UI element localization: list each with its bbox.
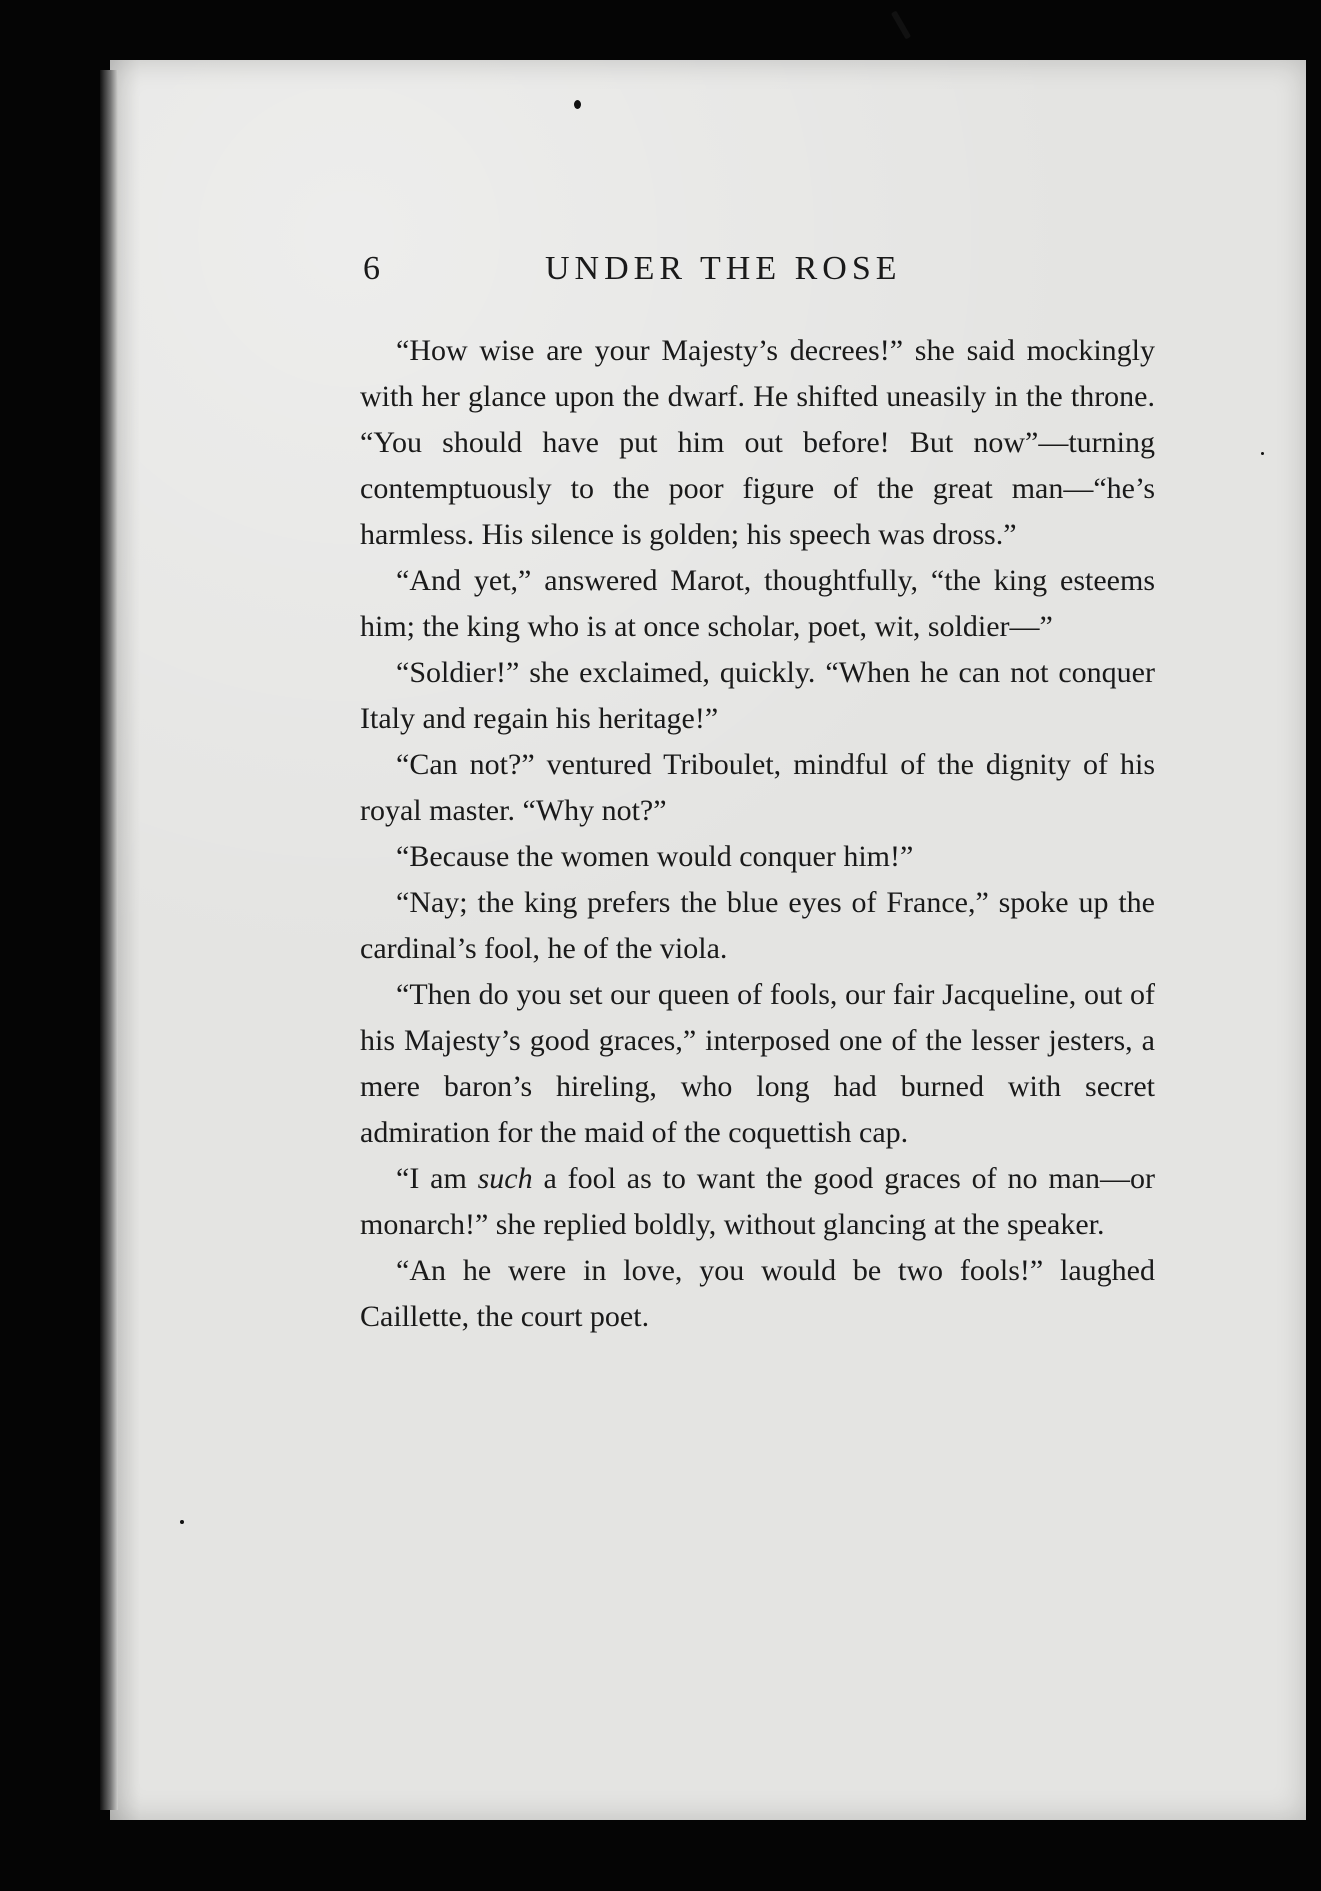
paragraph: “How wise are your Majesty’s decrees!” she said mockingly with her glance upon the dwarf. He shifted uneasily in the throne. “You should have put him out before! But now”—turning contemptuously to the poor figure of the great man—“he’s harmless. His silence is golden; his speech was dross.”	[360, 334, 1155, 551]
emphasized-word: such	[477, 1162, 533, 1195]
page-gutter-shadow	[100, 70, 118, 1810]
paragraph-text: “I am	[396, 1162, 478, 1195]
paragraph	[360, 1156, 1155, 1248]
dust-speck	[180, 1520, 184, 1524]
running-head-title: UNDER THE ROSE	[545, 250, 902, 287]
paragraph-text: a fool as to want the good graces of no man—or monarch!” she replied boldly, without glancing at the speaker.	[360, 1162, 1155, 1241]
page-number: 6	[363, 250, 380, 287]
paragraph: “Then do you set our queen of fools, our fair Jacqueline, out of his Majesty’s good graces,” interposed one of the lesser jesters, a mere baron’s hireling, who long had burned with secret admiration for the maid of the coquettish cap.	[360, 978, 1155, 1149]
page-header	[363, 250, 983, 294]
dust-speck	[891, 11, 911, 40]
paragraph: “Soldier!” she exclaimed, quickly. “When he can not conquer Italy and regain his heritage!”	[360, 656, 1155, 735]
paragraph: “Nay; the king prefers the blue eyes of France,” spoke up the cardinal’s fool, he of the viola.	[360, 886, 1155, 965]
dust-speck	[1261, 452, 1264, 455]
dust-speck	[574, 100, 581, 109]
body-text	[360, 328, 1155, 1340]
paragraph: “And yet,” answered Marot, thoughtfully, “the king esteems him; the king who is at once scholar, poet, wit, soldier—”	[360, 564, 1155, 643]
paragraph: “An he were in love, you would be two fools!” laughed Caillette, the court poet.	[360, 1254, 1155, 1333]
paragraph: “Can not?” ventured Triboulet, mindful of the dignity of his royal master. “Why not?”	[360, 748, 1155, 827]
paragraph: “Because the women would conquer him!”	[396, 840, 914, 873]
